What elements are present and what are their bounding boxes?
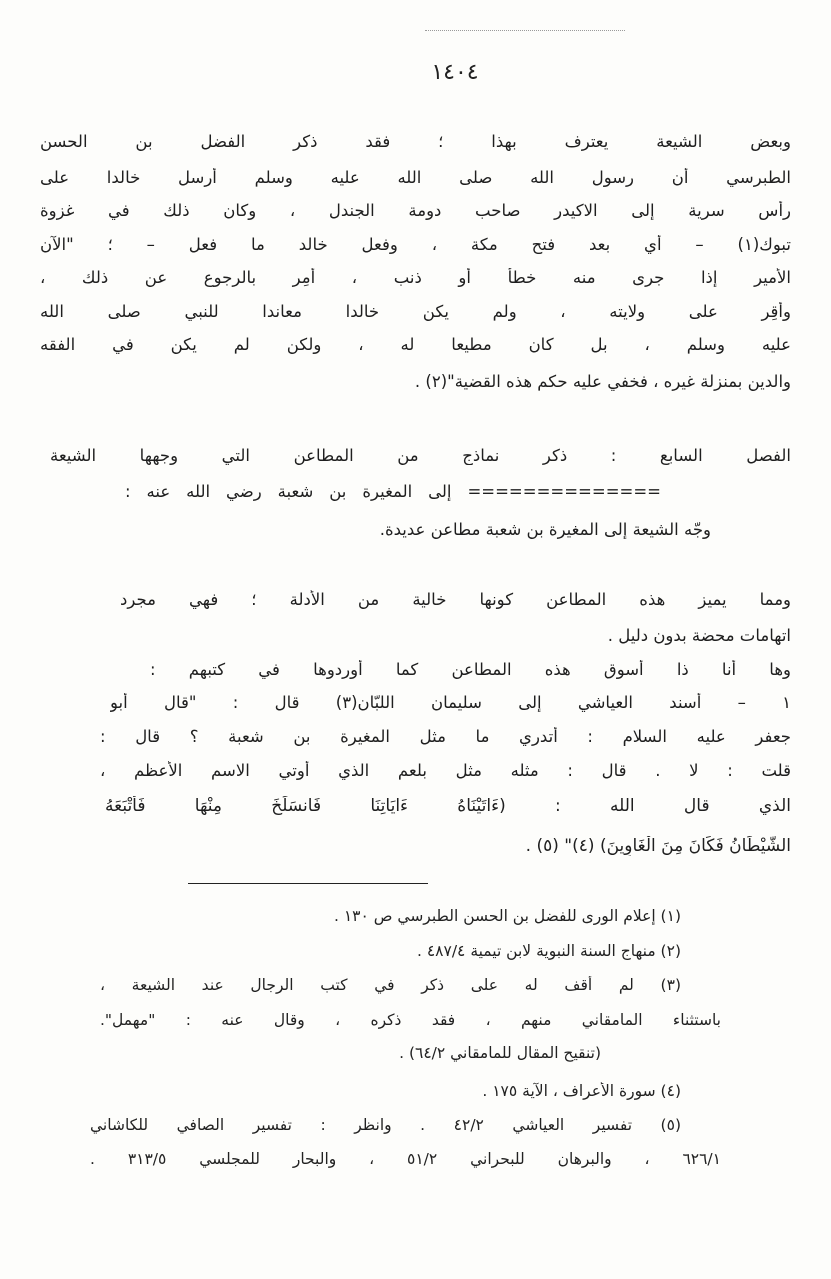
- footnote-2: (٢) منهاج السنة النبوية لابن تيمية ٤٨٧/٤ .: [417, 942, 681, 960]
- body-line: الطبرسي أن رسول الله صلى الله عليه وسلم أرسل خالدا على: [40, 168, 791, 187]
- body-line: وبعض الشيعة يعترف بهذا ؛ فقد ذكر الفضل بن الحسن: [40, 132, 791, 151]
- footnote-4: (٤) سورة الأعراف ، الآية ١٧٥ .: [482, 1082, 681, 1100]
- section-heading: الفصل السابع : ذكر نماذج من المطاعن التي وجهها الشيعة: [50, 446, 791, 465]
- body-line: ومما يميز هذه المطاعن كونها خالية من الأدلة ؛ فهي مجرد: [120, 590, 791, 609]
- footnote-divider: [188, 883, 428, 884]
- body-line: قلت : لا . قال : مثله مثل بلعم الذي أوتي الاسم الأعظم ،: [100, 761, 791, 780]
- body-line: وها أنا ذا أسوق هذه المطاعن كما أوردوها في كتبهم :: [150, 660, 791, 679]
- body-line: ١ – أسند العياشي إلى سليمان اللبّان(٣) قال : "قال أبو: [110, 693, 791, 712]
- footnote-1: (١) إعلام الورى للفضل بن الحسن الطبرسي ص ١٣٠ .: [333, 907, 681, 925]
- quran-verse-line: الذي قال الله : (ءَاتَيْنَاهُ ءَايَاتِنَا فَانسَلَخَ مِنْهَا فَأَتْبَعَهُ: [105, 796, 791, 816]
- footnote-3: (٣) لم أقف له على ذكر في كتب الرجال عند الشيعة ،: [100, 976, 681, 994]
- section-heading-underline: ============== إلى المغيرة بن شعبة رضي الله عنه :: [125, 482, 661, 501]
- page-number: ١٤٠٤: [431, 60, 479, 85]
- body-line: تبوك(١) – أي بعد فتح مكة ، وفعل خالد ما فعل – ؛ "الآن: [40, 235, 791, 254]
- body-line: عليه وسلم ، بل كان مطيعا له ، ولكن لم يكن في الفقه: [40, 335, 791, 354]
- body-line: الأمير إذا جرى منه خطأ أو ذنب ، أُمِر بالرجوع عن ذلك ،: [40, 268, 791, 287]
- scan-artifact-line: [425, 30, 625, 31]
- quran-verse-line: الشَّيْطَانُ فَكَانَ مِنَ الْغَاوِينَ) (٤)" (٥) .: [525, 836, 791, 856]
- footnote-3-cont: باستثناء المامقاني منهم ، فقد ذكره ، وقال عنه : "مهمل".: [100, 1011, 721, 1029]
- body-line: رأس سرية إلى الاكيدر صاحب دومة الجندل ، وكان ذلك في غزوة: [40, 201, 791, 220]
- footnote-5: (٥) تفسير العياشي ٤٢/٢ . وانظر : تفسير الصافي للكاشاني: [90, 1116, 681, 1134]
- body-line: والدين بمنزلة غيره ، فخفي عليه حكم هذه القضية"(٢) .: [414, 372, 791, 391]
- body-line: اتهامات محضة بدون دليل .: [607, 626, 791, 645]
- section-intro: وجّه الشيعة إلى المغيرة بن شعبة مطاعن عديدة.: [379, 520, 711, 539]
- footnote-3-cont: (تنقيح المقال للمامقاني ٦٤/٢) .: [399, 1044, 601, 1062]
- body-line: وأُقِر على ولايته ، ولم يكن خالدا معاندا للنبي صلى الله: [40, 302, 791, 321]
- footnote-5-cont: ٦٢٦/١ ، والبرهان للبحراني ٥١/٢ ، والبحار للمجلسي ٣١٣/٥ .: [90, 1150, 721, 1168]
- body-line: جعفر عليه السلام : أتدري ما مثل المغيرة بن شعبة ؟ قال :: [100, 727, 791, 746]
